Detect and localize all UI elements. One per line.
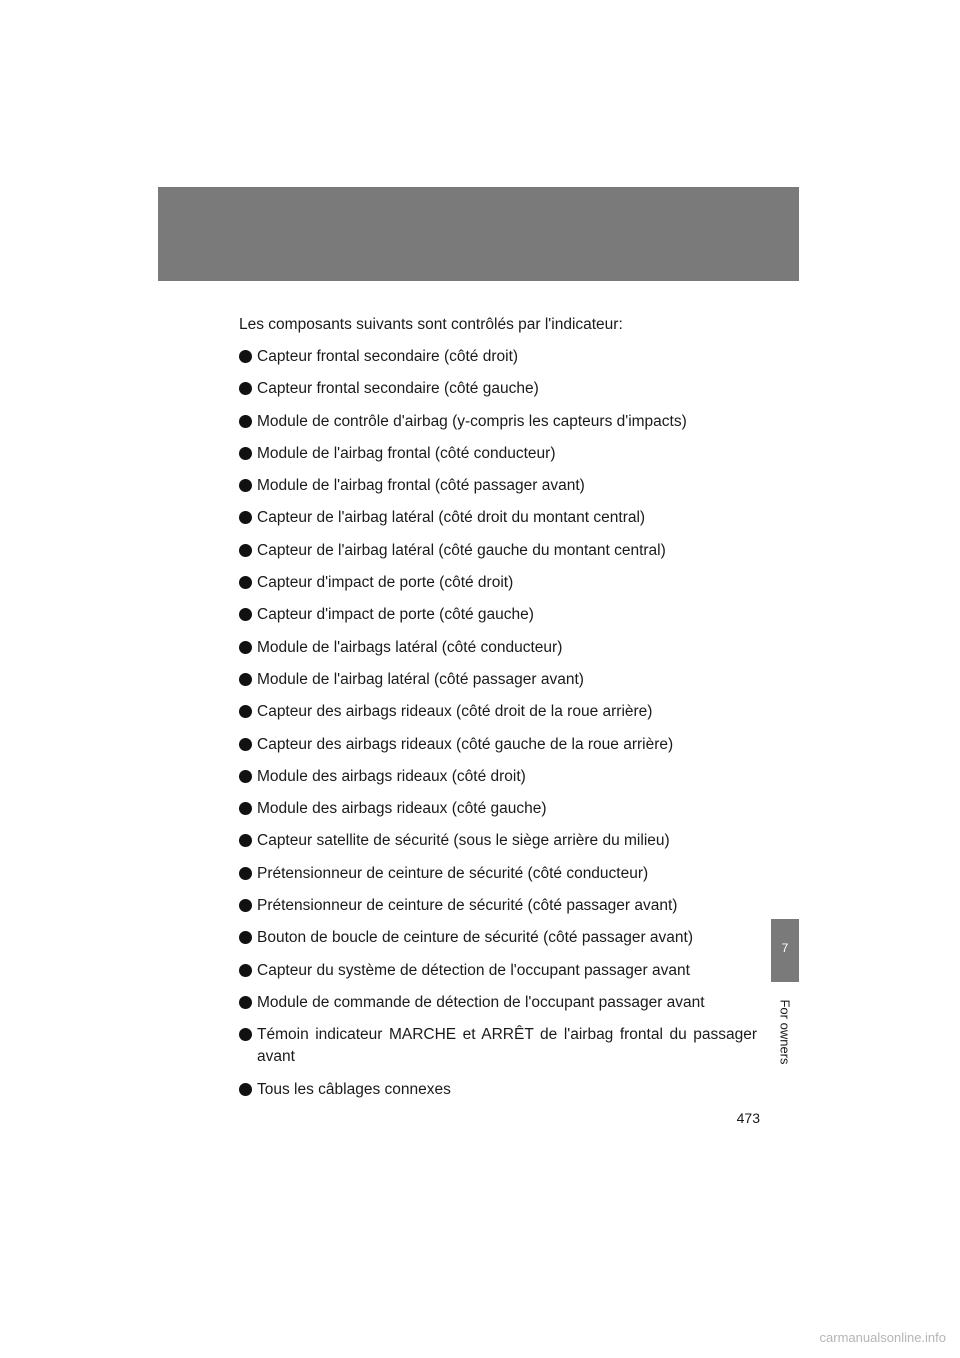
component-list [239,346,757,1101]
list-item-text: Module des airbags rideaux (côté droit) [257,767,526,785]
list-item [239,507,757,529]
list-item [239,863,757,885]
bullet-icon [239,641,252,654]
list-item-text: Module de l'airbag latéral (côté passager avant) [257,670,584,688]
list-item [239,766,757,788]
list-item [239,734,757,756]
list-item-text: Capteur frontal secondaire (côté droit) [257,348,519,365]
header-band [158,187,799,281]
intro-text: Les composants suivants sont contrôlés par l'indicateur: [239,316,623,333]
list-item [239,895,757,917]
list-item-text: Capteur d'impact de porte (côté gauche) [257,606,534,624]
list-item [239,572,757,594]
list-item [239,798,757,820]
list-item-text: Module de l'airbag frontal (côté conducteur) [257,444,556,462]
bullet-icon [239,673,252,686]
bullet-icon [239,350,252,363]
bullet-icon [239,1083,252,1096]
bullet-icon [239,738,252,751]
list-item-text: Témoin indicateur MARCHE et ARRÊT de l'airbag frontal du passager avant [257,1026,757,1066]
watermark: carmanualsonline.info [819,1330,946,1345]
list-item-text: Capteur frontal secondaire (côté gauche) [257,380,539,398]
bullet-icon [239,576,252,589]
list-item-text: Capteur des airbags rideaux (côté droit de la roue arrière) [257,703,653,721]
list-item [239,960,757,982]
list-item-text: Capteur de l'airbag latéral (côté droit du montant central) [257,509,646,527]
list-item [239,443,757,465]
list-item [239,540,757,562]
bullet-icon [239,899,252,912]
list-item [239,1079,757,1101]
list-item-text: Module de commande de détection de l'occupant passager avant [257,993,705,1011]
bullet-icon [239,415,252,428]
bullet-icon [239,608,252,621]
list-item-text: Tous les câblages connexes [257,1080,451,1098]
bullet-icon [239,447,252,460]
chapter-tab [771,919,799,982]
list-item [239,378,757,400]
bullet-icon [239,867,252,880]
list-item [239,475,757,497]
list-item-text: Bouton de boucle de ceinture de sécurité (côté passager avant) [257,929,693,947]
list-item-text: Capteur de l'airbag latéral (côté gauche du montant central) [257,541,666,559]
bullet-icon [239,996,252,1009]
chapter-label [771,994,799,1070]
bullet-icon [239,382,252,395]
list-item-text: Module de contrôle d'airbag (y-compris les capteurs d'impacts) [257,412,687,430]
bullet-icon [239,802,252,815]
bullet-icon [239,1028,252,1041]
bullet-icon [239,834,252,847]
list-item-text: Capteur des airbags rideaux (côté gauche de la roue arrière) [257,735,674,753]
list-item [239,637,757,659]
list-item-text: Module de l'airbags latéral (côté conducteur) [257,638,563,656]
bullet-icon [239,544,252,557]
list-item [239,1024,757,1068]
list-item-text: Capteur du système de détection de l'occupant passager avant [257,961,690,979]
list-item-text: Module des airbags rideaux (côté gauche) [257,800,547,818]
chapter-label-text: For owners [777,999,793,1065]
list-item-text: Capteur satellite de sécurité (sous le siège arrière du milieu) [257,832,670,850]
chapter-tab-number: 7 [781,941,789,955]
list-item-text: Module de l'airbag frontal (côté passager avant) [257,477,585,495]
bullet-icon [239,479,252,492]
list-item [239,830,757,852]
list-item [239,669,757,691]
list-item-text: Prétensionneur de ceinture de sécurité (côté conducteur) [257,864,649,882]
bullet-icon [239,705,252,718]
list-item [239,411,757,433]
list-item [239,992,757,1014]
list-item-text: Prétensionneur de ceinture de sécurité (côté passager avant) [257,897,678,915]
list-item [239,927,757,949]
bullet-icon [239,511,252,524]
bullet-icon [239,931,252,944]
list-item [239,346,757,368]
page-content [239,314,757,1111]
list-item-text: Capteur d'impact de porte (côté droit) [257,574,514,592]
page-number: 473 [736,1110,760,1126]
list-item [239,701,757,723]
bullet-icon [239,770,252,783]
bullet-icon [239,964,252,977]
list-item [239,604,757,626]
